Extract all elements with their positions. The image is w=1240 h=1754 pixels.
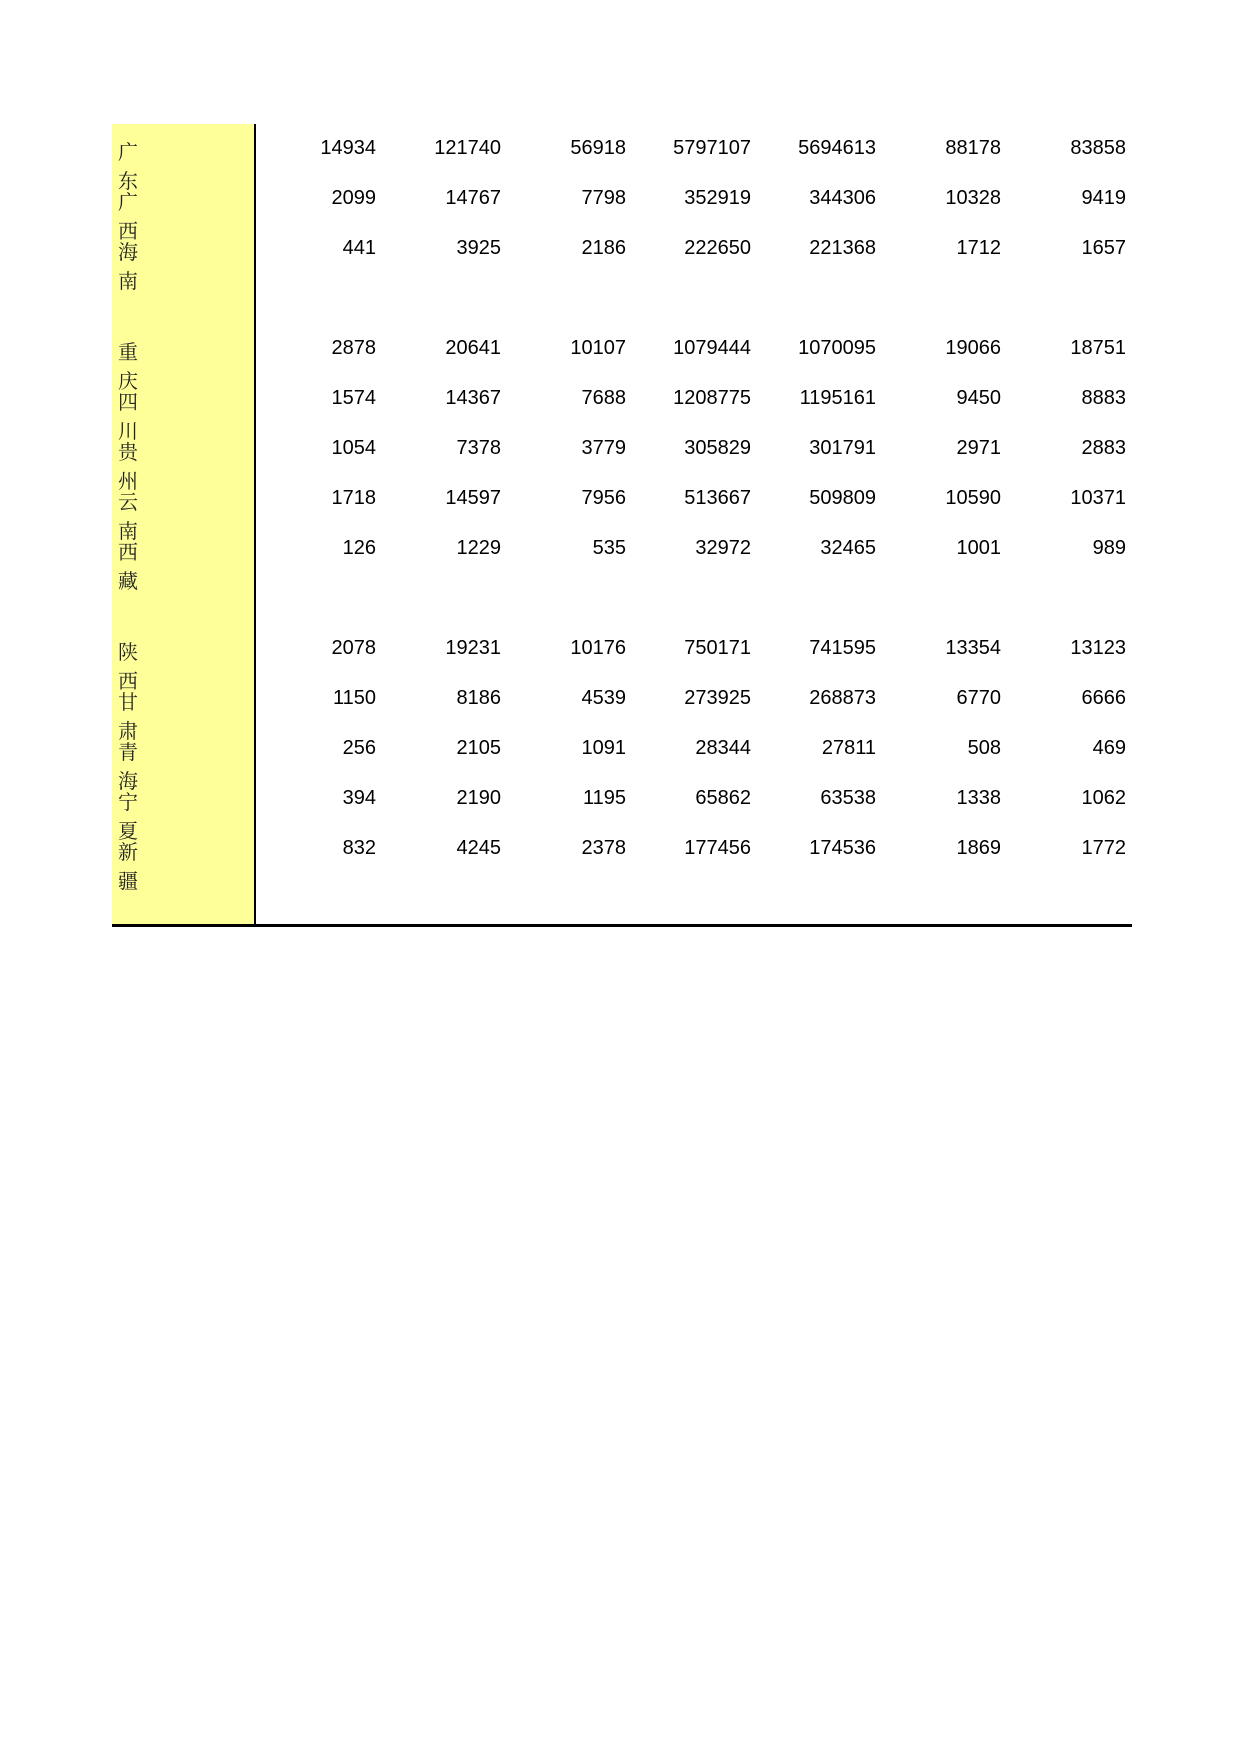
region-name-char: 重 — [118, 340, 138, 364]
table-cell: 1001 — [956, 537, 1001, 559]
table-cell: 513667 — [684, 487, 751, 509]
spacer-row — [112, 274, 1132, 324]
table-cell: 1574 — [331, 387, 376, 409]
table-cell: 18751 — [1070, 337, 1126, 359]
table-cell: 1208775 — [673, 387, 751, 409]
table-cell: 1869 — [956, 837, 1001, 859]
table-cell: 469 — [1092, 737, 1126, 759]
table-cell: 352919 — [684, 187, 751, 209]
table-cell: 9419 — [1081, 187, 1126, 209]
table-cell: 7688 — [581, 387, 626, 409]
table-cell: 750171 — [684, 637, 751, 659]
region-name-char: 西 — [118, 219, 138, 243]
table-cell: 88178 — [945, 137, 1001, 159]
region-name-char: 夏 — [118, 819, 138, 843]
table-row — [112, 474, 1132, 543]
table-cell: 13354 — [945, 637, 1001, 659]
table-cell: 3779 — [581, 437, 626, 459]
table-cell: 1091 — [581, 737, 626, 759]
table-cell: 2186 — [581, 237, 626, 259]
table-cell: 989 — [1092, 537, 1126, 559]
region-name-char: 西 — [118, 669, 138, 693]
table-cell: 126 — [342, 537, 376, 559]
table-cell: 10328 — [945, 187, 1001, 209]
table-cell: 14367 — [445, 387, 501, 409]
region-name-char: 南 — [118, 519, 138, 543]
table-cell: 14934 — [320, 137, 376, 159]
region-name-char: 广 — [118, 190, 138, 214]
table-cell: 1772 — [1081, 837, 1126, 859]
table-cell: 222650 — [684, 237, 751, 259]
table-cell: 56918 — [570, 137, 626, 159]
table-cell: 1195 — [582, 787, 626, 809]
region-name-char: 宁 — [118, 790, 138, 814]
table-row — [112, 374, 1132, 443]
table-cell: 10176 — [570, 637, 626, 659]
table-cell: 2099 — [331, 187, 376, 209]
table-row — [112, 774, 1132, 843]
table-cell: 14767 — [445, 187, 501, 209]
region-name-char: 陕 — [118, 640, 138, 664]
table-row — [112, 624, 1132, 693]
region-name-char: 肃 — [118, 719, 138, 743]
region-name-char: 海 — [118, 769, 138, 793]
table-cell: 5694613 — [798, 137, 876, 159]
table-cell: 14597 — [445, 487, 501, 509]
table-cell: 1195161 — [799, 387, 876, 409]
table-cell: 10590 — [945, 487, 1001, 509]
table-cell: 441 — [342, 237, 376, 259]
table-cell: 394 — [342, 787, 376, 809]
table-cell: 8186 — [456, 687, 501, 709]
region-name-char: 四 — [118, 390, 138, 414]
table-cell: 1718 — [331, 487, 376, 509]
table-row — [112, 724, 1132, 793]
table-body — [112, 124, 1132, 893]
table-cell: 13123 — [1070, 637, 1126, 659]
table-cell: 9450 — [956, 387, 1001, 409]
table-cell: 4539 — [581, 687, 626, 709]
table-cell: 1338 — [956, 787, 1001, 809]
region-name-char: 新 — [118, 840, 138, 864]
table-cell: 7798 — [581, 187, 626, 209]
table-cell: 2971 — [956, 437, 1001, 459]
table-row — [112, 124, 1132, 193]
table-cell: 535 — [592, 537, 626, 559]
region-name-char: 庆 — [118, 369, 138, 393]
table-cell: 32972 — [695, 537, 751, 559]
table-cell: 301791 — [809, 437, 876, 459]
table-cell: 19066 — [945, 337, 1001, 359]
table-cell: 177456 — [684, 837, 751, 859]
table-cell: 344306 — [809, 187, 876, 209]
table-cell: 121740 — [434, 137, 501, 159]
region-name-char: 东 — [118, 169, 138, 193]
spacer-row — [112, 574, 1132, 624]
table-cell: 221368 — [809, 237, 876, 259]
table-cell: 1070095 — [798, 337, 876, 359]
table-cell: 1229 — [456, 537, 501, 559]
table-cell: 10371 — [1070, 487, 1126, 509]
table-cell: 508 — [967, 737, 1001, 759]
table-cell: 174536 — [809, 837, 876, 859]
table-cell: 28344 — [695, 737, 751, 759]
table-cell: 832 — [342, 837, 376, 859]
region-name-char: 州 — [118, 469, 138, 493]
table-cell: 1150 — [332, 687, 376, 709]
table-cell: 1657 — [1081, 237, 1126, 259]
region-name-char: 云 — [118, 490, 138, 514]
table-cell: 2883 — [1081, 437, 1126, 459]
table-cell: 268873 — [809, 687, 876, 709]
statistics-table — [112, 124, 1132, 924]
table-cell: 8883 — [1081, 387, 1126, 409]
region-name-char: 西 — [118, 540, 138, 564]
table-cell: 1712 — [956, 237, 1001, 259]
region-name-char: 南 — [118, 269, 138, 293]
region-name — [118, 836, 178, 894]
region-name-char: 海 — [118, 240, 138, 264]
table-cell: 19231 — [445, 637, 501, 659]
region-name-char: 川 — [118, 419, 138, 443]
table-cell: 65862 — [695, 787, 751, 809]
region-name-char: 藏 — [118, 569, 138, 593]
table-cell: 27811 — [821, 737, 876, 759]
table-cell: 5797107 — [673, 137, 751, 159]
table-cell: 1062 — [1081, 787, 1126, 809]
table-cell: 2078 — [331, 637, 376, 659]
region-name-char: 疆 — [118, 869, 138, 893]
table-cell: 273925 — [684, 687, 751, 709]
table-cell: 3925 — [456, 237, 501, 259]
region-name-char: 青 — [118, 740, 138, 764]
table-cell: 2878 — [331, 337, 376, 359]
table-cell: 1079444 — [673, 337, 751, 359]
table-row — [112, 524, 1132, 593]
table-cell: 10107 — [570, 337, 626, 359]
table-row — [112, 174, 1132, 243]
table-row — [112, 674, 1132, 743]
table-cell: 256 — [342, 737, 376, 759]
table-row — [112, 324, 1132, 393]
region-name-char: 贵 — [118, 440, 138, 464]
table-row — [112, 424, 1132, 493]
table-row — [112, 224, 1132, 293]
table-cell: 741595 — [809, 637, 876, 659]
table-cell: 20641 — [445, 337, 501, 359]
table-cell: 1054 — [331, 437, 376, 459]
table-cell: 83858 — [1070, 137, 1126, 159]
table-row — [112, 824, 1132, 893]
table-cell: 305829 — [684, 437, 751, 459]
table-cell: 509809 — [809, 487, 876, 509]
table-cell: 4245 — [456, 837, 501, 859]
table-cell: 2378 — [581, 837, 626, 859]
table-cell: 63538 — [820, 787, 876, 809]
table-cell: 7956 — [581, 487, 626, 509]
table-cell: 7378 — [456, 437, 501, 459]
region-name-char: 甘 — [118, 690, 138, 714]
table-cell: 6770 — [956, 687, 1001, 709]
table-cell: 2190 — [456, 787, 501, 809]
table-cell: 2105 — [456, 737, 501, 759]
bottom-border — [112, 924, 1132, 927]
region-name-char: 广 — [118, 140, 138, 164]
table-cell: 6666 — [1081, 687, 1126, 709]
table-cell: 32465 — [820, 537, 876, 559]
